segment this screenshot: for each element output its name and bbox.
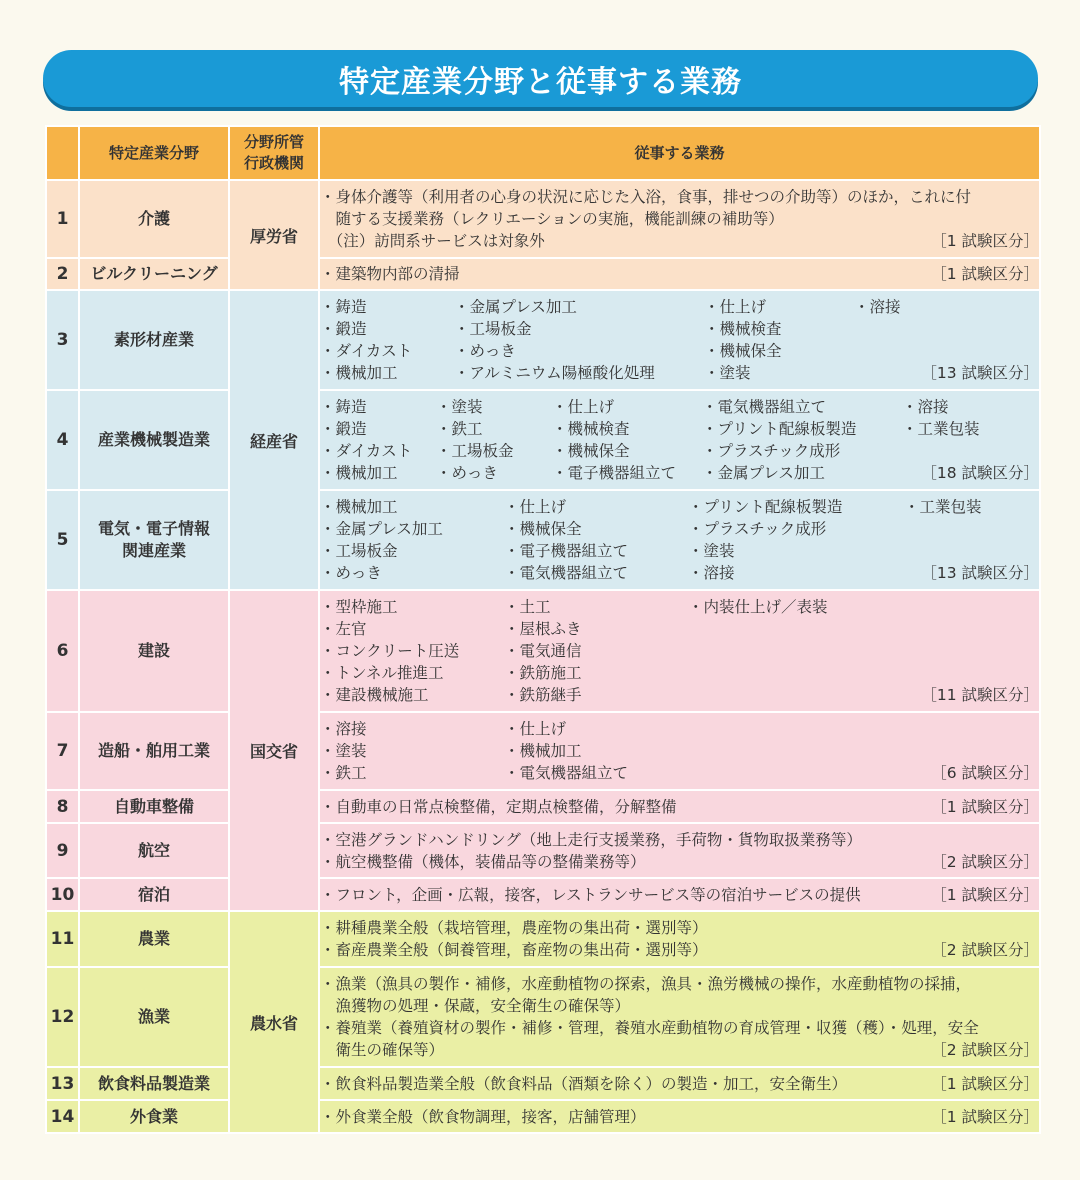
row-duties (319, 180, 1040, 258)
duty-column (704, 296, 854, 384)
row-duties (319, 1067, 1040, 1100)
duty-item: ・塗装 (320, 742, 367, 760)
duty-column (504, 596, 688, 706)
duty-line: ・建築物内部の清掃 (320, 265, 460, 283)
duty-item: ・めっき (320, 564, 382, 582)
duty-item: ・機械保全 (552, 442, 630, 460)
row-number: 1 (46, 180, 79, 258)
row-duties (319, 712, 1040, 790)
row-duties (319, 290, 1040, 390)
row-field: 素形材産業 (79, 290, 229, 390)
duty-item: ・ダイカスト (320, 442, 413, 460)
duty-item: ・鋳造 (320, 398, 367, 416)
exam-count: ［1 試験区分］ (931, 265, 1039, 283)
duty-item: ・機械検査 (552, 420, 630, 438)
duty-item: ・塗装 (704, 364, 751, 382)
exam-count: ［6 試験区分］ (931, 764, 1039, 782)
duty-item: ・溶接 (320, 720, 367, 738)
duty-item: ・工場板金 (320, 542, 398, 560)
duty-column (320, 718, 504, 784)
row-number: 5 (46, 490, 79, 590)
row-field: 宿泊 (79, 878, 229, 911)
duty-column (436, 396, 552, 484)
row-field: 介護 (79, 180, 229, 258)
duty-item: ・工場板金 (436, 442, 514, 460)
table-row (46, 180, 1040, 258)
duty-column (688, 718, 1039, 784)
duty-item: ・溶接 (688, 564, 735, 582)
row-duties (319, 823, 1040, 878)
duty-line: ・養殖業（養殖資材の製作・補修・管理，養殖水産動植物の育成管理・収獲（穫）・処理，安全 (320, 1019, 979, 1037)
duty-item: ・金属プレス加工 (702, 464, 825, 482)
duty-item: ・鉄筋継手 (504, 686, 582, 704)
row-duties (319, 390, 1040, 490)
table-row (46, 712, 1040, 790)
duty-line: 漁獲物の処理・保蔵，安全衛生の確保等） (320, 997, 631, 1015)
duty-item: ・機械加工 (504, 742, 582, 760)
duty-item: ・溶接 (854, 298, 901, 316)
row-number: 10 (46, 878, 79, 911)
duty-column (904, 496, 1039, 584)
duty-item: ・プラスチック成形 (702, 442, 841, 460)
row-number: 2 (46, 258, 79, 290)
industry-table (45, 125, 1041, 1134)
agency-cell: 経産省 (229, 290, 319, 590)
duty-column (504, 718, 688, 784)
header-agency-line1: 分野所管 (243, 133, 304, 151)
row-number: 6 (46, 590, 79, 712)
duty-item: ・内装仕上げ／表装 (688, 598, 828, 616)
row-field-line1: 電気・電子情報 (97, 519, 210, 538)
duty-item: ・電気機器組立て (504, 764, 629, 782)
duty-line: 随する支援業務（レクリエーションの実施，機能訓練の補助等） (320, 210, 784, 228)
row-field: 航空 (79, 823, 229, 878)
table-row (46, 1100, 1040, 1133)
row-field: 自動車整備 (79, 790, 229, 823)
header-duties: 従事する業務 (319, 126, 1040, 180)
duty-item: ・ダイカスト (320, 342, 413, 360)
duty-item: ・工場板金 (454, 320, 532, 338)
duty-item: ・コンクリート圧送 (320, 642, 460, 660)
duty-column (320, 596, 504, 706)
row-duties (319, 1100, 1040, 1133)
row-number: 7 (46, 712, 79, 790)
table-row (46, 390, 1040, 490)
duty-item: ・工業包装 (902, 420, 980, 438)
duty-item: ・プラスチック成形 (688, 520, 827, 538)
duty-item: ・仕上げ (504, 720, 567, 738)
row-duties (319, 878, 1040, 911)
row-field: 外食業 (79, 1100, 229, 1133)
duty-item: ・プリント配線板製造 (688, 498, 843, 516)
row-duties (319, 790, 1040, 823)
row-field: ビルクリーニング (79, 258, 229, 290)
duty-item: ・鍛造 (320, 320, 367, 338)
row-duties (319, 490, 1040, 590)
exam-count: ［18 試験区分］ (921, 464, 1039, 482)
duty-line: ・フロント，企画・広報，接客，レストランサービス等の宿泊サービスの提供 (320, 885, 861, 904)
row-number: 13 (46, 1067, 79, 1100)
exam-count: ［2 試験区分］ (931, 852, 1039, 871)
duty-item: ・アルミニウム陽極酸化処理 (454, 364, 655, 382)
duty-column (320, 396, 436, 484)
duty-column (320, 496, 504, 584)
exam-count: ［11 試験区分］ (921, 686, 1039, 704)
row-number: 9 (46, 823, 79, 878)
exam-count: ［1 試験区分］ (931, 885, 1039, 904)
row-field-line2: 関連産業 (121, 541, 186, 560)
duty-item: ・屋根ふき (504, 620, 582, 638)
duty-item: ・機械検査 (704, 320, 782, 338)
duty-item: ・左官 (320, 620, 367, 638)
agency-cell: 国交省 (229, 590, 319, 911)
header-num (46, 126, 79, 180)
duty-item: ・仕上げ (504, 498, 567, 516)
exam-count: ［1 試験区分］ (931, 1107, 1039, 1126)
duty-line: ・耕種農業全般（栽培管理，農産物の集出荷・選別等） (320, 919, 708, 937)
duty-item: ・金属プレス加工 (320, 520, 443, 538)
row-number: 4 (46, 390, 79, 490)
duty-line: ・漁業（漁具の製作・補修，水産動植物の探索，漁具・漁労機械の操作，水産動植物の採捕， (320, 975, 972, 993)
duty-item: ・機械保全 (504, 520, 582, 538)
duty-line: ・空港グランドハンドリング（地上走行支援業務，手荷物・貨物取扱業務等） (320, 830, 862, 849)
table-row (46, 290, 1040, 390)
duty-item: ・建設機械施工 (320, 686, 429, 704)
duty-column (320, 296, 454, 384)
row-duties (319, 911, 1040, 967)
duty-item: ・機械加工 (320, 364, 398, 382)
table-row (46, 967, 1040, 1067)
duty-column (902, 396, 1039, 484)
row-duties (319, 258, 1040, 290)
duty-item: ・電気機器組立て (702, 398, 827, 416)
table-row (46, 1067, 1040, 1100)
row-number: 8 (46, 790, 79, 823)
row-number: 14 (46, 1100, 79, 1133)
row-number: 12 (46, 967, 79, 1067)
table-row (46, 590, 1040, 712)
table-row (46, 823, 1040, 878)
table-row (46, 911, 1040, 967)
row-field: 漁業 (79, 967, 229, 1067)
row-duties (319, 967, 1040, 1067)
row-number: 11 (46, 911, 79, 967)
header-field: 特定産業分野 (79, 126, 229, 180)
duty-item: ・溶接 (902, 398, 949, 416)
table-row (46, 878, 1040, 911)
duty-line: ・身体介護等（利用者の心身の状況に応じた入浴，食事，排せつの介助等）のほか，これに付 (320, 188, 972, 206)
row-field: 建設 (79, 590, 229, 712)
duty-column (688, 496, 904, 584)
duty-line: 衛生の確保等） (320, 1041, 445, 1059)
table-header-row (46, 126, 1040, 180)
duty-item: ・電子機器組立て (552, 464, 677, 482)
duty-column (854, 296, 1039, 384)
duty-item: ・めっき (436, 464, 498, 482)
duty-item: ・機械加工 (320, 498, 398, 516)
duty-column (504, 496, 688, 584)
duty-item: ・鉄工 (320, 764, 367, 782)
row-field: 造船・舶用工業 (79, 712, 229, 790)
duty-line: ・自動車の日常点検整備，定期点検整備，分解整備 (320, 797, 677, 816)
duty-column (688, 596, 1039, 706)
duty-item: ・めっき (454, 342, 516, 360)
duty-item: ・塗装 (688, 542, 735, 560)
agency-cell: 農水省 (229, 911, 319, 1133)
header-agency-line2: 行政機関 (243, 154, 304, 172)
duty-line: ・飲食料品製造業全般（飲食料品（酒類を除く）の製造・加工，安全衛生） (320, 1074, 848, 1093)
duty-column (552, 396, 702, 484)
duty-item: ・電子機器組立て (504, 542, 629, 560)
duty-item: ・塗装 (436, 398, 483, 416)
table-row (46, 490, 1040, 590)
exam-count: ［2 試験区分］ (931, 941, 1039, 959)
duty-item: ・型枠施工 (320, 598, 398, 616)
duty-item: ・鍛造 (320, 420, 367, 438)
duty-item: ・鋳造 (320, 298, 367, 316)
exam-count: ［1 試験区分］ (931, 1074, 1039, 1093)
duty-item: ・仕上げ (704, 298, 767, 316)
duty-note: （注）訪問系サービスは対象外 (320, 232, 545, 250)
exam-count: ［13 試験区分］ (921, 564, 1039, 582)
duty-item: ・鉄筋施工 (504, 664, 582, 682)
row-number: 3 (46, 290, 79, 390)
duty-column (702, 396, 902, 484)
duty-item: ・電気通信 (504, 642, 582, 660)
duty-line: ・畜産農業全般（飼養管理，畜産物の集出荷・選別等） (320, 941, 708, 959)
duty-item: ・金属プレス加工 (454, 298, 577, 316)
duty-item: ・機械保全 (704, 342, 782, 360)
row-field: 飲食料品製造業 (79, 1067, 229, 1100)
duty-item: ・仕上げ (552, 398, 615, 416)
exam-count: ［13 試験区分］ (921, 364, 1039, 382)
exam-count: ［2 試験区分］ (931, 1041, 1039, 1059)
duty-item: ・プリント配線板製造 (702, 420, 857, 438)
page-title: 特定産業分野と従事する業務 (339, 64, 742, 100)
exam-count: ［1 試験区分］ (931, 232, 1039, 250)
exam-count: ［1 試験区分］ (931, 797, 1039, 816)
duty-column (454, 296, 704, 384)
table-row (46, 258, 1040, 290)
row-field: 産業機械製造業 (79, 390, 229, 490)
row-field: 農業 (79, 911, 229, 967)
agency-cell: 厚労省 (229, 180, 319, 290)
title-banner (43, 50, 1038, 107)
duty-line: ・外食業全般（飲食物調理，接客，店舗管理） (320, 1107, 646, 1126)
duty-item: ・電気機器組立て (504, 564, 629, 582)
duty-line: ・航空機整備（機体，装備品等の整備業務等） (320, 852, 646, 871)
row-duties (319, 590, 1040, 712)
table-row (46, 790, 1040, 823)
duty-item: ・機械加工 (320, 464, 398, 482)
duty-item: ・トンネル推進工 (320, 664, 444, 682)
duty-item: ・工業包装 (904, 498, 982, 516)
duty-item: ・鉄工 (436, 420, 483, 438)
duty-item: ・土工 (504, 598, 551, 616)
header-agency (229, 126, 319, 180)
row-field (79, 490, 229, 590)
